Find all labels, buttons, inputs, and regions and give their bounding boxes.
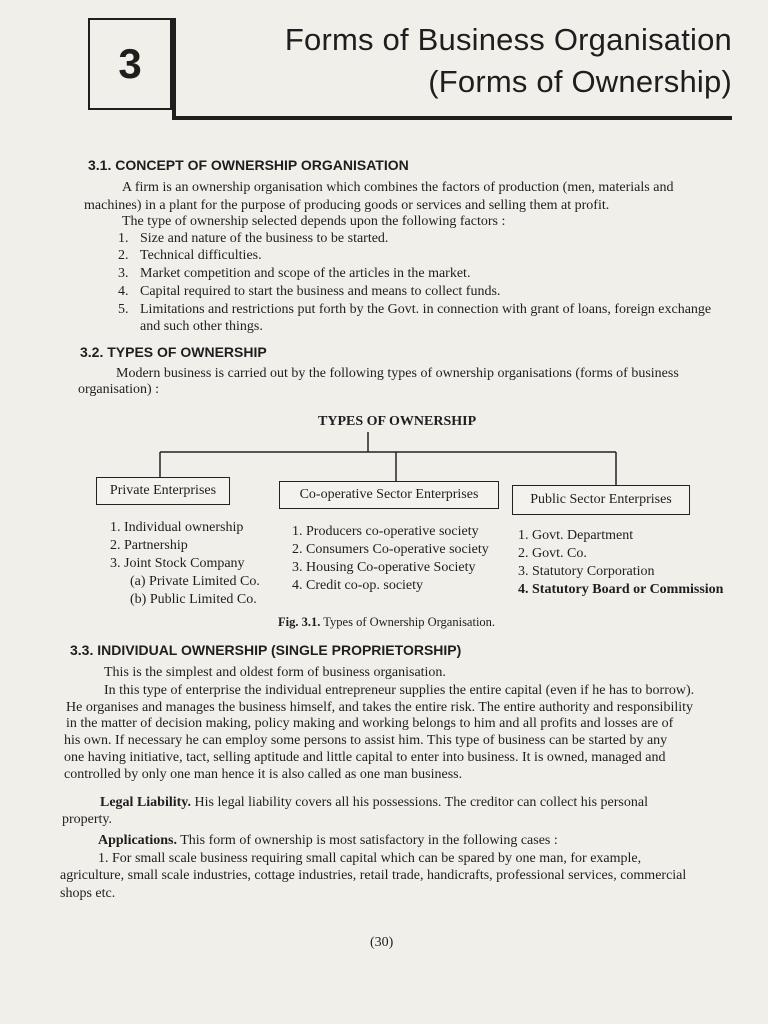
paragraph-line: controlled by only one man hence it is also called as one man business. xyxy=(64,767,463,782)
section-heading-3-1: 3.1. CONCEPT OF OWNERSHIP ORGANISATION xyxy=(88,157,409,173)
list-item: 1. Govt. Department xyxy=(518,528,634,543)
applications-paragraph: Applications. This form of ownership is most satisfactory in the following cases : xyxy=(98,833,558,848)
section-heading-3-3: 3.3. INDIVIDUAL OWNERSHIP (SINGLE PROPRIETORSHIP) xyxy=(70,642,462,658)
paragraph-line: organisation) : xyxy=(78,382,160,397)
paragraph-line: 1. For small scale business requiring small capital which can be spared by one man, for example, xyxy=(98,851,642,866)
private-enterprises-list xyxy=(110,519,260,609)
paragraph-line: shops etc. xyxy=(60,886,116,901)
branch-private-enterprises: Private Enterprises xyxy=(96,477,230,505)
paragraph-line: in the matter of decision making, policy making and working belongs to him and all profits and losses are of xyxy=(66,716,674,731)
list-item: 1. Producers co-operative society xyxy=(292,524,479,539)
paragraph-line: property. xyxy=(62,812,113,827)
list-item: 1. Size and nature of the business to be started. xyxy=(118,231,389,246)
list-item: 3. Statutory Corporation xyxy=(518,564,655,579)
list-item: (a) Private Limited Co. xyxy=(130,574,260,589)
cooperative-enterprises-list xyxy=(292,523,489,595)
diagram-root-title: TYPES OF OWNERSHIP xyxy=(318,414,477,429)
list-item: 4. Credit co-op. society xyxy=(292,578,424,593)
branch-cooperative-enterprises: Co-operative Sector Enterprises xyxy=(279,481,499,509)
list-item: 3. Joint Stock Company xyxy=(110,556,245,571)
public-sector-enterprises-list xyxy=(518,527,723,599)
legal-liability-paragraph: Legal Liability. His legal liability covers all his possessions. The creditor can collect his personal xyxy=(100,795,648,810)
paragraph-line: The type of ownership selected depends upon the following factors : xyxy=(122,214,506,229)
paragraph-line: This is the simplest and oldest form of business organisation. xyxy=(104,665,446,680)
page-number: (30) xyxy=(370,935,394,950)
list-item: 5. Limitations and restrictions put forth by the Govt. in connection with grant of loans, foreign exchange xyxy=(118,302,712,317)
figure-caption: Fig. 3.1. Types of Ownership Organisation. xyxy=(278,615,496,629)
list-item: 3. Market competition and scope of the articles in the market. xyxy=(118,266,471,281)
paragraph-line: agriculture, small scale industries, cottage industries, retail trade, handicrafts, professional services, commercial xyxy=(60,868,687,883)
list-item-continuation: and such other things. xyxy=(140,319,263,334)
branch-public-sector-enterprises: Public Sector Enterprises xyxy=(512,485,690,515)
paragraph-line: his own. If necessary he can employ some persons to assist him. This type of business can be started by any xyxy=(64,733,668,748)
list-item: 2. Partnership xyxy=(110,538,188,553)
paragraph-line: machines) in a plant for the purpose of producing goods or services and selling them at profit. xyxy=(84,198,610,213)
list-item: 4. Capital required to start the business and means to collect funds. xyxy=(118,284,501,299)
paragraph-line: one having initiative, tact, selling aptitude and little capital to enter into business. It is owned, managed and xyxy=(64,750,666,765)
list-item: 1. Individual ownership xyxy=(110,520,244,535)
paragraph-line: A firm is an ownership organisation which combines the factors of production (men, materials and xyxy=(122,180,674,195)
paragraph-line: He organises and manages the business himself, and takes the entire risk. The entire authority and responsibility xyxy=(66,700,693,715)
chapter-title: Forms of Business Organisation xyxy=(284,22,732,57)
list-item: (b) Public Limited Co. xyxy=(130,592,257,607)
paragraph-line: Modern business is carried out by the following types of ownership organisations (forms of business xyxy=(116,366,679,381)
list-item: 2. Govt. Co. xyxy=(518,546,587,561)
list-item: 3. Housing Co-operative Society xyxy=(292,560,476,575)
chapter-number: 3 xyxy=(118,40,142,87)
list-item: 2. Technical difficulties. xyxy=(118,248,262,263)
list-item: 4. Statutory Board or Commission xyxy=(518,582,724,597)
chapter-subtitle: (Forms of Ownership) xyxy=(428,64,732,99)
section-heading-3-2: 3.2. TYPES OF OWNERSHIP xyxy=(80,344,267,360)
paragraph-line: In this type of enterprise the individual entrepreneur supplies the entire capital (even if he has to borrow). xyxy=(104,683,695,698)
list-item: 2. Consumers Co-operative society xyxy=(292,542,489,557)
